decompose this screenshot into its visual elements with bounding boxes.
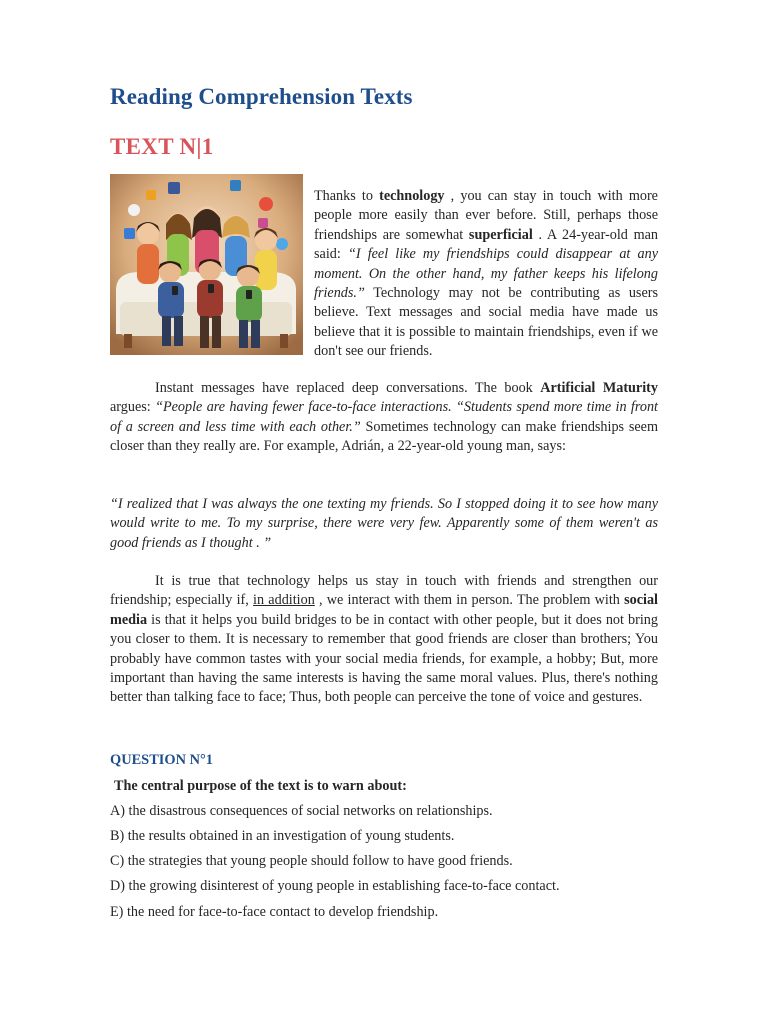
p4-text-e: is that it helps you build bridges to be in contact with other people, but it does not bring you closer to them. It is necessary to remember that good friends are closer than brothers; You probably have common tastes with your social media friends, for example, a hobby; But, more important than having the same interests is having the same moral values. Plus, there's nothing better than talking face to face; Thus, both people can perceive the tone of voice and gestures. — [110, 611, 658, 706]
p1-quote: “I feel like my friendships could disappear at any moment. On the other hand, my father keeps his lifelong friends.” — [314, 246, 658, 302]
p2-text-c: argues: — [110, 399, 156, 416]
answer-option-b: B) the results obtained in an investigation of young students. — [110, 828, 455, 844]
p2-text-a: Instant messages have replaced deep conversations. The book — [155, 380, 541, 396]
p1-text-g: Technology may not be contributing as users believe. Text messages and social media have made us believe that it is possible to maintain friendships, even if we don't see our friends. — [314, 285, 658, 360]
p2-book-title: Artificial Maturity — [540, 380, 658, 396]
answer-option-d: D) the growing disinterest of young people in establishing face-to-face contact. — [110, 878, 560, 894]
question-prompt: The central purpose of the text is to warn about: — [114, 778, 407, 794]
p4-keyword-social-media: social media — [110, 592, 658, 628]
p1-text-e: . A 24-year-old man said: — [314, 226, 658, 263]
p2-text-e: Sometimes technology can make friendships seem closer than they really are. For example, Adrián, a 22-year-old young man, says: — [110, 418, 658, 455]
p1-keyword-superficial: superficial — [468, 226, 533, 243]
p2-quote: “People are having fewer face-to-face interactions. “Students spend more time in front of a screen and less time with each other.” — [110, 399, 658, 435]
p4-text-c: , we interact with them in person. The problem with — [314, 592, 625, 609]
p1-text-c: , you can stay in touch with more people more easily than ever before. Still, perhaps those friendships are somewhat — [314, 188, 658, 243]
answer-option-c: C) the strategies that young people should follow to have good friends. — [110, 853, 513, 869]
p1-text-a: Thanks to — [314, 188, 380, 204]
text-heading: TEXT N|1 — [110, 134, 214, 159]
p1-keyword-technology: technology — [379, 188, 445, 204]
question-heading: QUESTION N°1 — [110, 752, 213, 768]
p4-text-a: It is true that technology helps us stay in touch with friends and strengthen our friendship; especially if, — [110, 573, 658, 609]
social-media-friends-illustration — [110, 174, 303, 355]
p4-underlined-phrase: in addition — [253, 592, 315, 609]
answer-option-a: A) the disastrous consequences of social networks on relationships. — [110, 803, 493, 819]
paragraph-4 — [110, 572, 658, 708]
paragraph-1 — [314, 187, 658, 362]
adrian-quote: “I realized that I was always the one texting my friends. So I stopped doing it to see how many would write to me. To my surprise, there were very few. Apparently some of them weren't as good friends as I thought . ” — [110, 496, 658, 551]
document-title: Reading Comprehension Texts — [110, 84, 413, 109]
paragraph-2 — [110, 379, 658, 457]
answer-option-e: E) the need for face-to-face contact to develop friendship. — [110, 904, 439, 920]
